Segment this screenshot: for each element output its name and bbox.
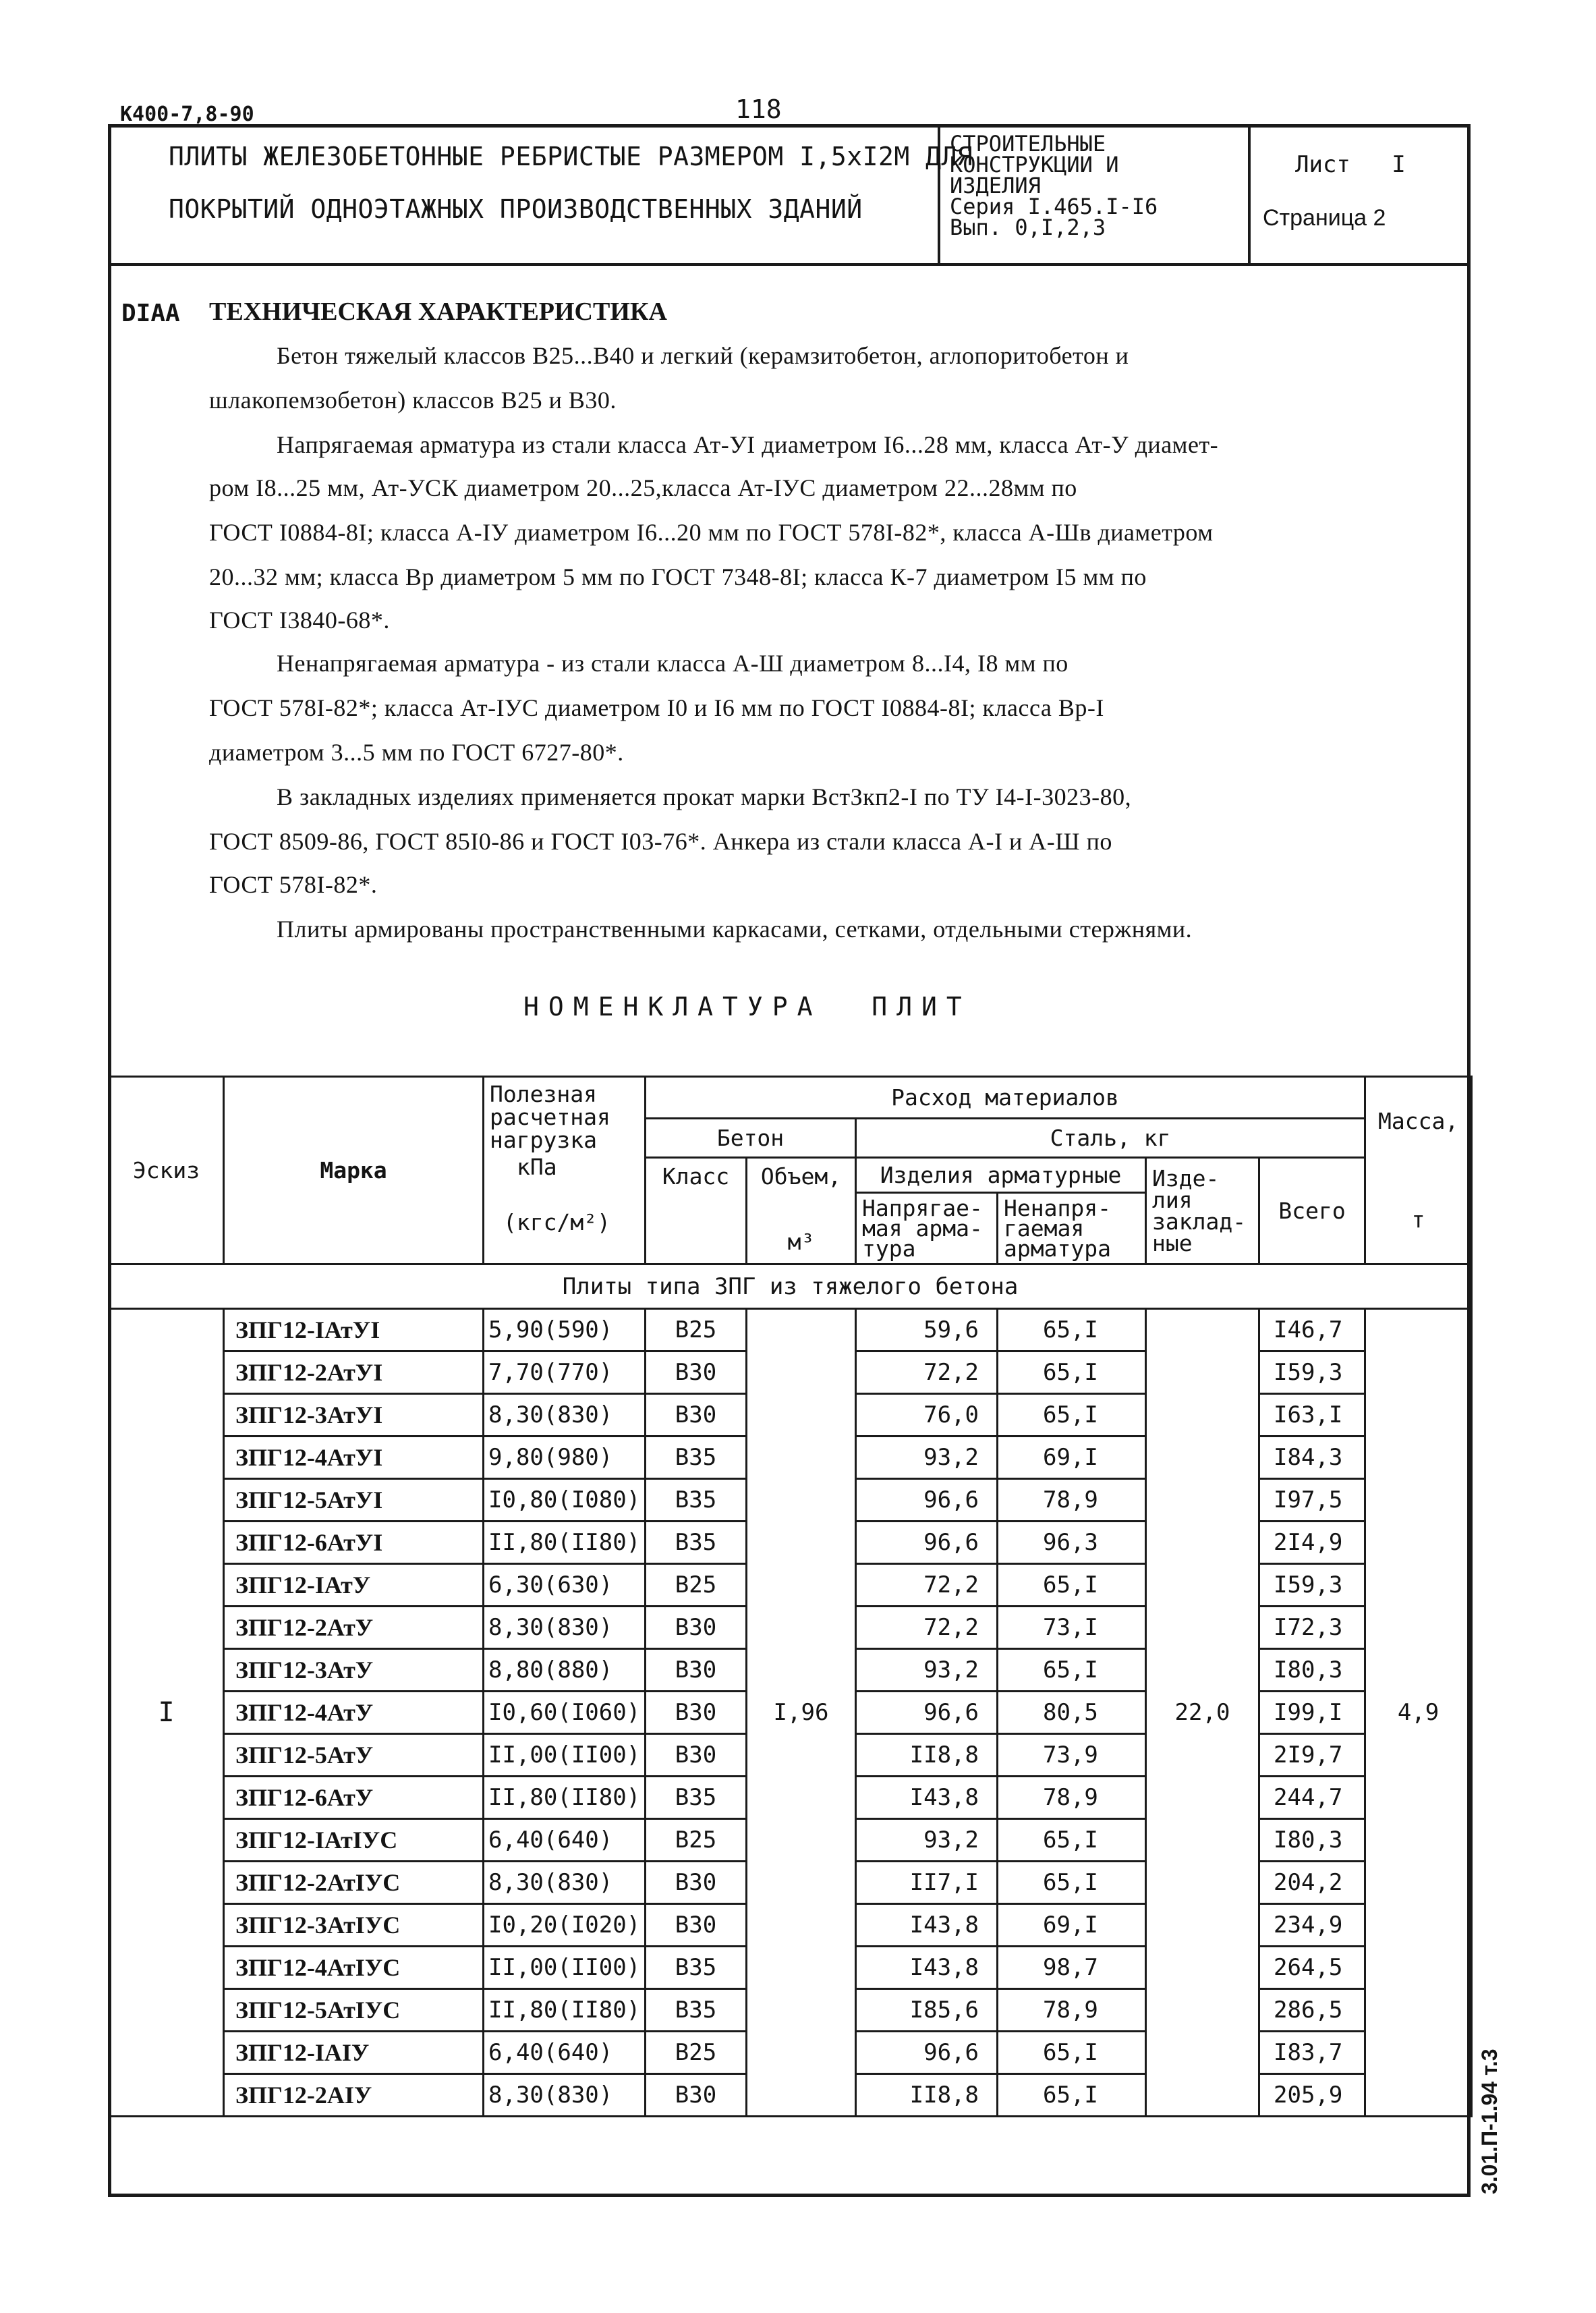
cell-class: В25 — [646, 1564, 747, 1607]
body-line: 20...32 мм; класса Вр диаметром 5 мм по ГОСТ 7348-8I; класса К-7 диаметром I5 мм по — [209, 563, 1147, 590]
title-block — [108, 124, 1471, 266]
header-volume-unit: м³ — [787, 1229, 815, 1255]
cell-load: II,80(II80) — [484, 1777, 646, 1819]
header-steel: Сталь, кг — [856, 1119, 1365, 1158]
cell-nonprestressed: 65,I — [998, 1862, 1146, 1904]
cell-load: II,80(II80) — [484, 1522, 646, 1564]
header-sketch: Эскиз — [109, 1077, 224, 1264]
cell-mark: ЗПГ12-2АтУI — [224, 1351, 484, 1394]
header-nonprestressed — [998, 1193, 1146, 1264]
cell-prestressed: I43,8 — [856, 1904, 998, 1947]
series-info — [950, 131, 1158, 240]
header-embedded-line: заклад- — [1152, 1208, 1247, 1235]
table-title: НОМЕНКЛАТУРА ПЛИТ — [523, 992, 971, 1022]
cell-total: 264,5 — [1259, 1947, 1365, 1989]
header-mark: Марка — [224, 1077, 484, 1264]
header-prestressed-line: тура — [862, 1235, 916, 1262]
body-line: В закладных изделиях применяется прокат марки ВстЗкп2-I по ТУ I4-I-3023-80, — [277, 783, 1132, 810]
cell-mark: ЗПГ12-2АтУ — [224, 1607, 484, 1649]
cell-class: В30 — [646, 1649, 747, 1692]
body-line: Бетон тяжелый классов В25...В40 и легкий (керамзитобетон, аглопоритобетон и — [277, 342, 1129, 369]
cell-class: В35 — [646, 1989, 747, 2032]
series-line: ИЗДЕЛИЯ — [950, 173, 1041, 198]
header-nonprestressed-line: арматура — [1004, 1235, 1111, 1262]
cell-load: 6,40(640) — [484, 2032, 646, 2074]
header-embedded-line: Изде- — [1152, 1165, 1220, 1192]
body-line: Напрягаемая арматура из стали класса Ат-УI диаметром I6...28 мм, класса Ат-У диамет- — [277, 431, 1219, 458]
cell-total: 2I4,9 — [1259, 1522, 1365, 1564]
header-load-unit: кПа — [517, 1154, 557, 1180]
header-load — [484, 1077, 646, 1264]
header-prestressed-line: Напрягае- — [862, 1194, 983, 1221]
cell-nonprestressed: 78,9 — [998, 1989, 1146, 2032]
cell-nonprestressed: 65,I — [998, 1351, 1146, 1394]
header-volume — [747, 1158, 856, 1264]
cell-total: I46,7 — [1259, 1309, 1365, 1351]
cell-nonprestressed: 65,I — [998, 1394, 1146, 1437]
header-total: Всего — [1259, 1158, 1365, 1264]
title-separator — [1248, 124, 1251, 263]
cell-mark: ЗПГ12-3АтIУС — [224, 1904, 484, 1947]
cell-load: 6,30(630) — [484, 1564, 646, 1607]
cell-mark: ЗПГ12-3АтУI — [224, 1394, 484, 1437]
cell-embedded: 22,0 — [1146, 1309, 1259, 2117]
cell-load: 7,70(770) — [484, 1351, 646, 1394]
series-number: Серия I.465.I-I6 — [950, 194, 1158, 219]
cell-load: 8,30(830) — [484, 1394, 646, 1437]
cell-prestressed: II8,8 — [856, 1734, 998, 1777]
cell-nonprestressed: 98,7 — [998, 1947, 1146, 1989]
cell-prestressed: II8,8 — [856, 2074, 998, 2117]
nomenclature-table — [108, 1076, 1473, 2148]
cell-total: 244,7 — [1259, 1777, 1365, 1819]
cell-class: В25 — [646, 1819, 747, 1862]
side-stamp: 3.01.П-1.94 т.3 — [1477, 2049, 1502, 2194]
cell-load: I0,60(I060) — [484, 1692, 646, 1734]
doc-code: К400-7,8-90 — [120, 103, 254, 126]
cell-nonprestressed: 78,9 — [998, 1479, 1146, 1522]
cell-prestressed: 76,0 — [856, 1394, 998, 1437]
header-embedded — [1146, 1158, 1259, 1264]
body-line: диаметром 3...5 мм по ГОСТ 6727-80*. — [209, 739, 624, 766]
header-load-line: нагрузка — [490, 1127, 597, 1153]
cell-prestressed: 93,2 — [856, 1649, 998, 1692]
cell-prestressed: I43,8 — [856, 1947, 998, 1989]
header-volume-label: Объем, — [760, 1163, 842, 1190]
sheet-label: Лист I — [1295, 151, 1406, 178]
header-concrete: Бетон — [646, 1119, 856, 1158]
cell-load: 9,80(980) — [484, 1437, 646, 1479]
cell-class: В35 — [646, 1947, 747, 1989]
cell-mark: ЗПГ12-3АтУ — [224, 1649, 484, 1692]
cell-mark: ЗПГ12-6АтУ — [224, 1777, 484, 1819]
document-title-line-1: ПЛИТЫ ЖЕЛЕЗОБЕТОННЫЕ РЕБРИСТЫЕ РАЗМЕРОМ I,5xI2М ДЛЯ — [169, 142, 973, 171]
header-materials: Расход материалов — [646, 1077, 1365, 1119]
series-line: КОНСТРУКЦИИ И — [950, 152, 1119, 177]
cell-mark: ЗПГ12-4АтIУС — [224, 1947, 484, 1989]
cell-nonprestressed: 96,3 — [998, 1522, 1146, 1564]
body-line: ГОСТ 8509-86, ГОСТ 85I0-86 и ГОСТ I03-76*. Анкера из стали класса А-I и А-Ш по — [209, 828, 1112, 855]
cell-mark: ЗПГ12-IАтУI — [224, 1309, 484, 1351]
cell-total: I80,3 — [1259, 1819, 1365, 1862]
cell-load: 5,90(590) — [484, 1309, 646, 1351]
cell-load: 8,30(830) — [484, 1607, 646, 1649]
cell-nonprestressed: 69,I — [998, 1437, 1146, 1479]
series-line: СТРОИТЕЛЬНЫЕ — [950, 131, 1106, 157]
header-load-unit-parenthetical: (кгс/м²) — [503, 1209, 610, 1235]
cell-mark: ЗПГ12-IАтУ — [224, 1564, 484, 1607]
cell-total: I97,5 — [1259, 1479, 1365, 1522]
header-embedded-line: лия — [1152, 1186, 1193, 1213]
cell-total: 205,9 — [1259, 2074, 1365, 2117]
cell-mark: ЗПГ12-5АтIУС — [224, 1989, 484, 2032]
body-line: Плиты армированы пространственными каркасами, сетками, отдельными стержнями. — [277, 916, 1193, 943]
cell-load: II,00(II00) — [484, 1734, 646, 1777]
body-line: шлакопемзобетон) классов В25 и В30. — [209, 387, 617, 414]
cell-nonprestressed: 65,I — [998, 1819, 1146, 1862]
cell-load: II,80(II80) — [484, 1989, 646, 2032]
cell-class: В30 — [646, 1862, 747, 1904]
cell-total: I84,3 — [1259, 1437, 1365, 1479]
cell-class: В25 — [646, 2032, 747, 2074]
cell-prestressed: 96,6 — [856, 1479, 998, 1522]
cell-mark: ЗПГ12-IАтIУС — [224, 1819, 484, 1862]
cell-mark: ЗПГ12-6АтУI — [224, 1522, 484, 1564]
table-row — [109, 1309, 1472, 1351]
header-mass-label: Масса, — [1377, 1107, 1459, 1134]
cell-load: I0,80(I080) — [484, 1479, 646, 1522]
cell-total: I72,3 — [1259, 1607, 1365, 1649]
header-prestressed-line: мая арма- — [862, 1215, 983, 1242]
cell-total: 286,5 — [1259, 1989, 1365, 2032]
header-embedded-line: ные — [1152, 1229, 1193, 1256]
cell-mark: ЗПГ12-5АтУ — [224, 1734, 484, 1777]
cell-load: II,00(II00) — [484, 1947, 646, 1989]
cell-class: В30 — [646, 1351, 747, 1394]
cell-class: В35 — [646, 1479, 747, 1522]
header-rebar: Изделия арматурные — [856, 1158, 1146, 1193]
cell-prestressed: 96,6 — [856, 1692, 998, 1734]
cell-total: I63,I — [1259, 1394, 1365, 1437]
cell-nonprestressed: 73,I — [998, 1607, 1146, 1649]
cell-total: I80,3 — [1259, 1649, 1365, 1692]
cell-load: 8,80(880) — [484, 1649, 646, 1692]
cell-total: 234,9 — [1259, 1904, 1365, 1947]
cell-mark: ЗПГ12-5АтУI — [224, 1479, 484, 1522]
header-nonprestressed-line: гаемая — [1004, 1215, 1085, 1242]
group-title: Плиты типа ЗПГ из тяжелого бетона — [109, 1264, 1472, 1309]
cell-nonprestressed: 65,I — [998, 2074, 1146, 2117]
cell-prestressed: I43,8 — [856, 1777, 998, 1819]
cell-class: В25 — [646, 1309, 747, 1351]
body-line: Ненапрягаемая арматура - из стали класса А-Ш диаметром 8...I4, I8 мм по — [277, 650, 1068, 677]
table-footer-spacer — [109, 2117, 1472, 2148]
cell-prestressed: 93,2 — [856, 1819, 998, 1862]
cell-mark: ЗПГ12-2АтIУС — [224, 1862, 484, 1904]
section-heading: ТЕХНИЧЕСКАЯ ХАРАКТЕРИСТИКА — [209, 298, 667, 326]
cell-load: 8,30(830) — [484, 2074, 646, 2117]
cell-volume: I,96 — [747, 1309, 856, 2117]
cell-class: В35 — [646, 1522, 747, 1564]
header-load-line: Полезная — [490, 1081, 597, 1107]
cell-class: В30 — [646, 1692, 747, 1734]
cell-total: I99,I — [1259, 1692, 1365, 1734]
cell-total: 2I9,7 — [1259, 1734, 1365, 1777]
header-mass — [1365, 1077, 1472, 1264]
cell-class: В30 — [646, 1734, 747, 1777]
document-title-line-2: ПОКРЫТИЙ ОДНОЭТАЖНЫХ ПРОИЗВОДСТВЕННЫХ ЗДАНИЙ — [169, 194, 863, 224]
cell-prestressed: 93,2 — [856, 1437, 998, 1479]
body-line: ГОСТ I3840-68*. — [209, 607, 390, 634]
cell-class: В30 — [646, 1607, 747, 1649]
cell-prestressed: 96,6 — [856, 2032, 998, 2074]
header-class: Класс — [646, 1158, 747, 1264]
body-line: ГОСТ 578I-82*. — [209, 871, 378, 898]
cell-nonprestressed: 73,9 — [998, 1734, 1146, 1777]
cell-mark: ЗПГ12-4АтУI — [224, 1437, 484, 1479]
cell-nonprestressed: 78,9 — [998, 1777, 1146, 1819]
header-nonprestressed-line: Ненапря- — [1004, 1194, 1111, 1221]
cell-prestressed: II7,I — [856, 1862, 998, 1904]
cell-prestressed: 72,2 — [856, 1351, 998, 1394]
header-load-line: расчетная — [490, 1104, 610, 1130]
cell-mass: 4,9 — [1365, 1309, 1472, 2117]
body-line: ГОСТ I0884-8I; класса А-IУ диаметром I6...20 мм по ГОСТ 578I-82*, класса А-Шв диаметром — [209, 519, 1214, 546]
cell-class: В30 — [646, 2074, 747, 2117]
header-prestressed — [856, 1193, 998, 1264]
cell-nonprestressed: 65,I — [998, 2032, 1146, 2074]
cell-nonprestressed: 65,I — [998, 1564, 1146, 1607]
section-code: DIAA — [121, 300, 180, 327]
cell-prestressed: 72,2 — [856, 1564, 998, 1607]
cell-nonprestressed: 80,5 — [998, 1692, 1146, 1734]
cell-class: В35 — [646, 1437, 747, 1479]
cell-sketch: I — [109, 1309, 224, 2117]
cell-total: I59,3 — [1259, 1564, 1365, 1607]
cell-prestressed: 96,6 — [856, 1522, 998, 1564]
cell-load: 6,40(640) — [484, 1819, 646, 1862]
cell-mark: ЗПГ12-IАIУ — [224, 2032, 484, 2074]
cell-nonprestressed: 69,I — [998, 1904, 1146, 1947]
issue-numbers: Вып. 0,I,2,3 — [950, 215, 1106, 240]
cell-total: 204,2 — [1259, 1862, 1365, 1904]
cell-nonprestressed: 65,I — [998, 1649, 1146, 1692]
cell-total: I83,7 — [1259, 2032, 1365, 2074]
cell-nonprestressed: 65,I — [998, 1309, 1146, 1351]
cell-prestressed: 59,6 — [856, 1309, 998, 1351]
cell-load: I0,20(I020) — [484, 1904, 646, 1947]
cell-class: В30 — [646, 1394, 747, 1437]
cell-load: 8,30(830) — [484, 1862, 646, 1904]
cell-prestressed: I85,6 — [856, 1989, 998, 2032]
cell-class: В30 — [646, 1904, 747, 1947]
cell-mark: ЗПГ12-4АтУ — [224, 1692, 484, 1734]
page-number: 118 — [735, 94, 782, 124]
body-line: ром I8...25 мм, Ат-УСК диаметром 20...25,класса Ат-IУС диаметром 22...28мм по — [209, 474, 1077, 501]
cell-prestressed: 72,2 — [856, 1607, 998, 1649]
cell-total: I59,3 — [1259, 1351, 1365, 1394]
header-mass-unit: т — [1411, 1206, 1425, 1233]
cell-class: В35 — [646, 1777, 747, 1819]
body-line: ГОСТ 578I-82*; класса Ат-IУС диаметром I0 и I6 мм по ГОСТ I0884-8I; класса Вр-I — [209, 694, 1104, 721]
page-label: Страница 2 — [1263, 205, 1386, 231]
cell-mark: ЗПГ12-2АIУ — [224, 2074, 484, 2117]
